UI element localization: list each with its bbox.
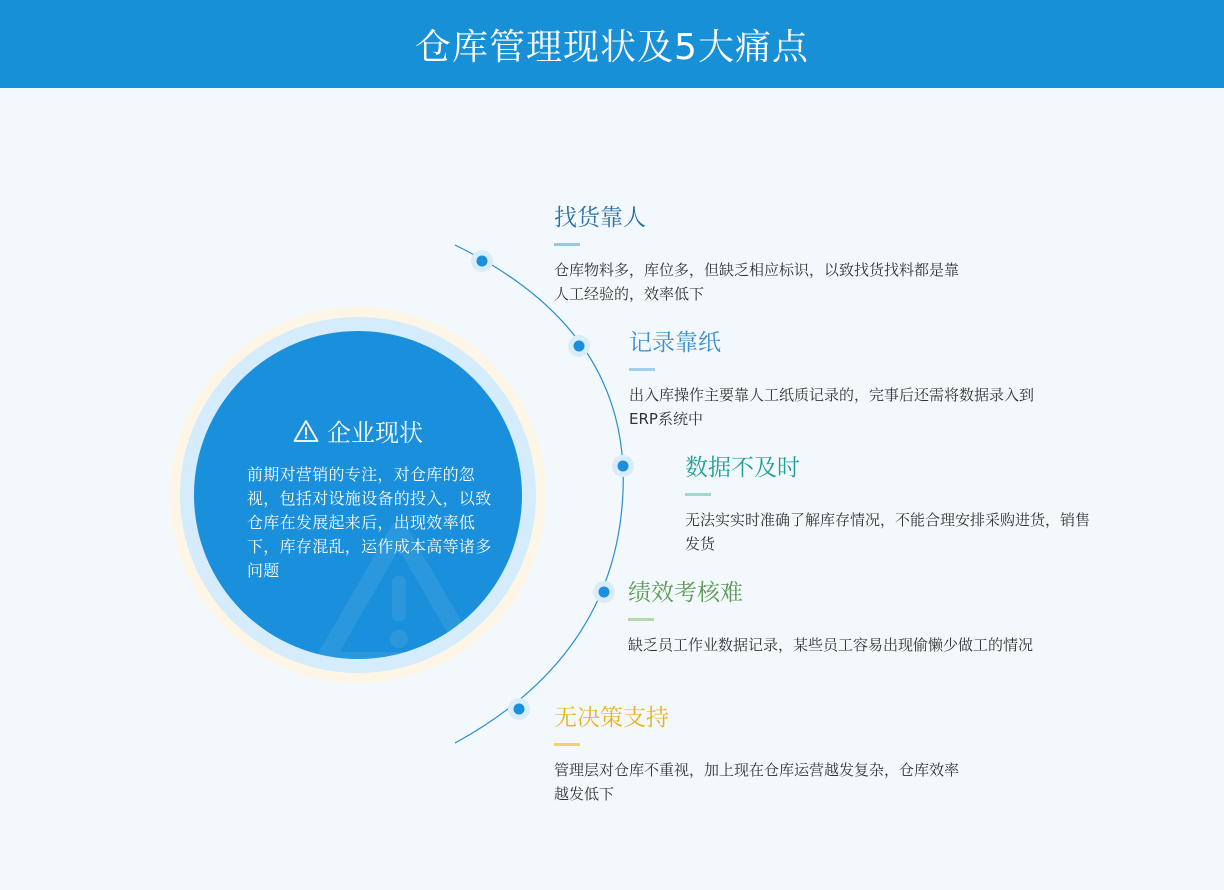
arc-dot-3 — [612, 455, 634, 477]
page-title: 仓库管理现状及5大痛点 — [415, 26, 809, 68]
pain-point-title: 无决策支持 — [554, 705, 669, 731]
pain-point-1 — [554, 203, 964, 306]
pain-point-text: 仓库物料多，库位多，但缺乏相应标识，以致找货找料都是靠人工经验的，效率低下 — [554, 261, 960, 303]
pain-point-3 — [685, 453, 1095, 556]
title-underline — [685, 493, 711, 496]
arc-dot-5 — [508, 698, 530, 720]
arc-dot-4 — [593, 581, 615, 603]
center-description: 前期对营销的专注，对仓库的忽视，包括对设施设备的投入，以致仓库在发展起来后，出现效率低下，库存混乱，运作成本高等诸多问题 — [247, 465, 492, 580]
pain-point-title: 绩效考核难 — [628, 580, 743, 606]
pain-point-title: 找货靠人 — [554, 205, 646, 231]
pain-point-text: 无法实实时准确了解库存情况，不能合理安排采购进货，销售发货 — [685, 511, 1091, 553]
center-heading — [194, 413, 522, 448]
pain-point-text: 出入库操作主要靠人工纸质记录的，完事后还需将数据录入到ERP系统中 — [629, 386, 1035, 428]
warning-triangle-icon — [293, 419, 319, 443]
arc-dot-2 — [568, 335, 590, 357]
arc-dot-1 — [471, 250, 493, 272]
enterprise-status-circle — [194, 331, 522, 659]
title-underline — [554, 243, 580, 246]
title-underline — [629, 368, 655, 371]
pain-point-4 — [628, 578, 1038, 657]
pain-point-text: 管理层对仓库不重视，加上现在仓库运营越发复杂，仓库效率越发低下 — [554, 761, 960, 803]
header-banner — [0, 0, 1224, 88]
pain-point-title: 记录靠纸 — [629, 330, 721, 356]
title-underline — [628, 618, 654, 621]
center-title: 企业现状 — [327, 419, 423, 447]
pain-point-5 — [554, 703, 964, 806]
pain-point-2 — [629, 328, 1039, 431]
pain-point-text: 缺乏员工作业数据记录，某些员工容易出现偷懒少做工的情况 — [628, 636, 1034, 654]
title-underline — [554, 743, 580, 746]
pain-point-title: 数据不及时 — [685, 455, 800, 481]
